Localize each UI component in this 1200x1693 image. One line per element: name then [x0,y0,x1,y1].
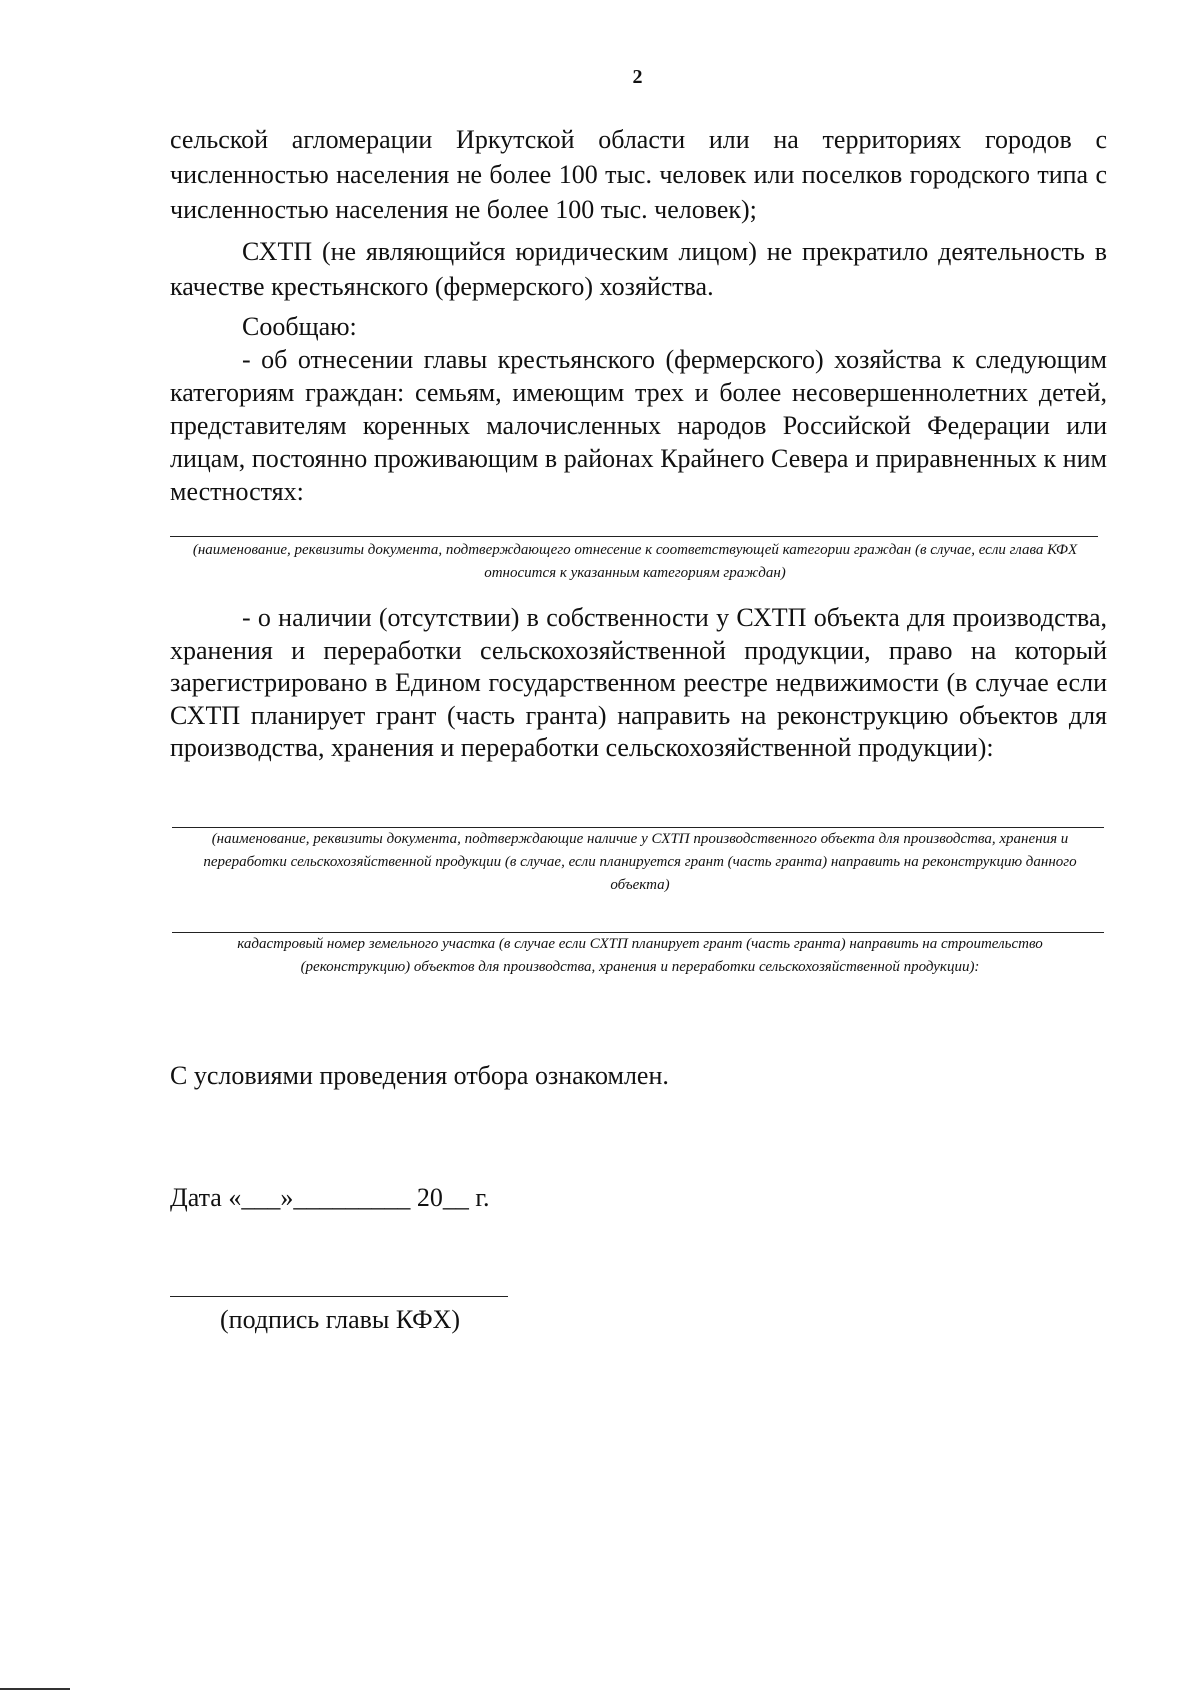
caption-category-document: (наименование, реквизиты документа, подтверждающего отнесение к соответствующей категории граждан (в случае, если глава КФХ относится к указанным категориям граждан) [192,542,1078,581]
paragraph-skhtp-status: СХТП (не являющийся юридическим лицом) не прекратило деятельность в качестве крестьянского (фермерского) хозяйства. [170,237,1107,301]
paragraph-soobshchayu: Сообщаю: [242,312,357,341]
paragraph-citizen-category: - об отнесении главы крестьянского (фермерского) хозяйства к следующим категориям граждан: семьям, имеющим трех и более несовершеннолетних детей, представителям коренных малочисленных народов Российской Федерации или лицам, постоянно проживающим в районах Крайнего Севера и приравненных к ним местностях: [170,345,1107,506]
caption-cadastral-number: кадастровый номер земельного участка (в случае если СХТП планирует грант (часть гранта) направить на строительство (реконструкцию) объектов для производства, хранения и переработки сельскохозяйственной продукции): [237,936,1043,975]
signature-caption: (подпись главы КФХ) [220,1305,461,1334]
paragraph-production-object: - о наличии (отсутствии) в собственности у СХТП объекта для производства, хранения и переработки сельскохозяйственной продукции, право на который зарегистрировано в Едином государственном реестре недвижимости (в случае если СХТП планирует грант (часть гранта) направить на реконструкцию объектов для производства, хранения и переработки сельскохозяйственной продукции): [170,603,1107,762]
fill-line-category [170,536,1098,537]
date-line: Дата «___»_________ 20__ г. [170,1183,490,1212]
page-number: 2 [632,66,643,88]
paragraph-agglomeration: сельской агломерации Иркутской области или на территориях городов с численностью населения не более 100 тыс. человек или поселков городского типа с численностью населения не более 100 тыс. человек); [170,125,1107,224]
scan-edge-mark [0,1688,70,1690]
conditions-acknowledgement: С условиями проведения отбора ознакомлен. [170,1061,669,1090]
caption-object-document: (наименование, реквизиты документа, подтверждающие наличие у СХТП производственного объекта для производства, хранения и переработки сельскохозяйственной продукции (в случае, если планируется грант (часть гранта) направить на реконструкцию данного объекта) [203,831,1077,893]
signature-line [170,1296,508,1297]
